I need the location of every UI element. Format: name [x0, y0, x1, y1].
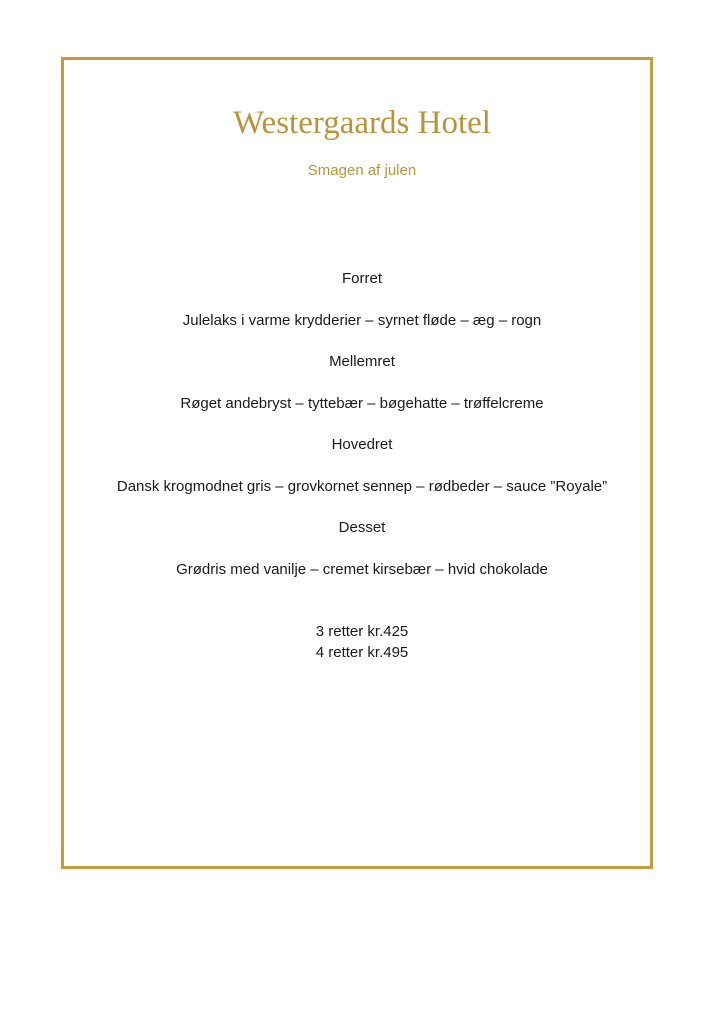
price-three-courses: 3 retter kr.425	[315, 623, 409, 640]
course-heading-forret: Forret	[341, 270, 382, 287]
menu-subtitle: Smagen af julen	[307, 162, 417, 179]
hotel-title: Westergaards Hotel	[233, 105, 491, 141]
price-four-courses: 4 retter kr.495	[315, 644, 409, 661]
course-heading-desset: Desset	[338, 519, 386, 536]
course-dish-desset: Grødris med vanilje – cremet kirsebær – hvid chokolade	[176, 561, 548, 578]
course-dish-forret: Julelaks i varme krydderier – syrnet fløde – æg – rogn	[182, 312, 542, 329]
course-dish-mellemret: Røget andebryst – tyttebær – bøgehatte – trøffelcreme	[180, 395, 544, 412]
course-heading-mellemret: Mellemret	[329, 353, 395, 370]
course-heading-hovedret: Hovedret	[331, 436, 393, 453]
course-dish-hovedret: Dansk krogmodnet gris – grovkornet sennep – rødbeder – sauce ”Royale”	[116, 478, 608, 495]
